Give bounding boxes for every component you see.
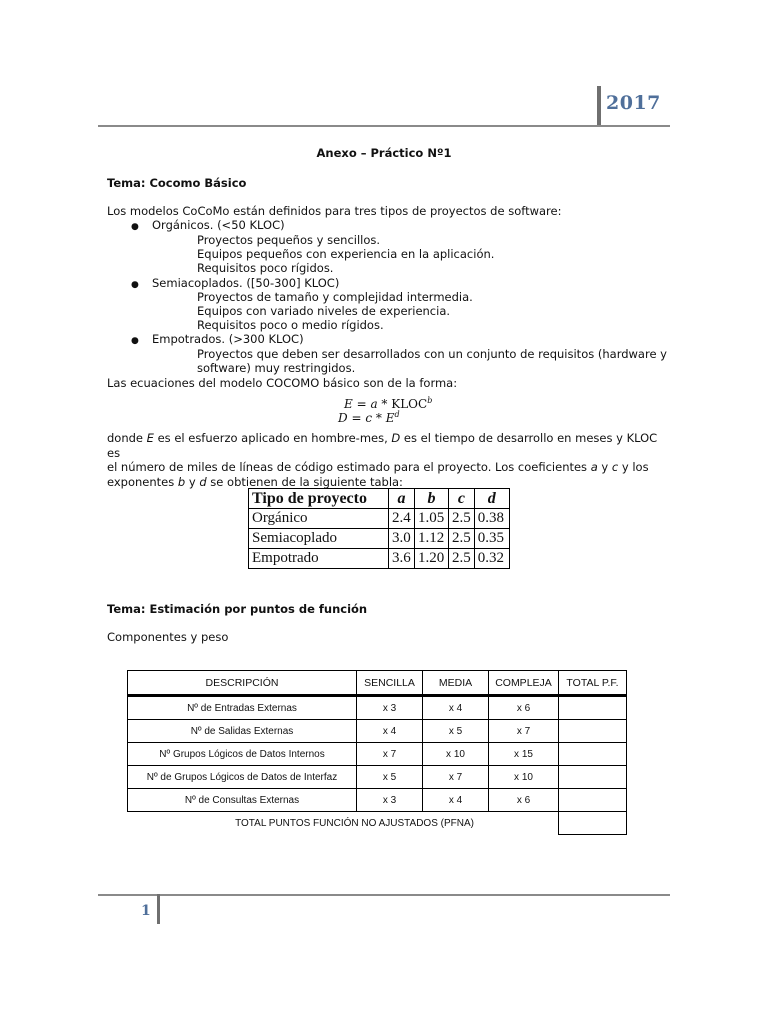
cocomo-coefficients-table (248, 488, 510, 569)
type-detail: Equipos con variado niveles de experiencia. (197, 304, 451, 318)
table-row (128, 720, 627, 743)
table-cell: 2.5 (449, 549, 475, 569)
table-total-row (128, 812, 627, 835)
table-cell: Nº de Consultas Externas (128, 789, 357, 812)
table-cell: x 10 (423, 743, 489, 766)
table-cell: x 7 (357, 743, 423, 766)
table-cell (559, 696, 627, 720)
table-cell (559, 789, 627, 812)
table-cell: 0.32 (474, 549, 509, 569)
table-cell: Semiacoplado (249, 529, 389, 549)
table-cell: x 6 (489, 789, 559, 812)
equation-duration: $D = c * E^d$ (338, 410, 400, 425)
bullet: ● (131, 280, 139, 290)
type-empotrado-label: Empotrados. (>300 KLOC) (152, 332, 304, 346)
table-row (249, 529, 510, 549)
bullet: ● (131, 336, 139, 346)
table-cell: 2.4 (389, 509, 415, 529)
table-cell: 2.5 (449, 529, 475, 549)
header-cell: Tipo de proyecto (249, 489, 389, 509)
header-cell: c (449, 489, 475, 509)
page-title: Anexo – Práctico Nº1 (316, 146, 452, 160)
table-cell: Nº Grupos Lógicos de Datos Internos (128, 743, 357, 766)
total-cell (559, 812, 627, 835)
table-row (249, 509, 510, 529)
table-row (249, 549, 510, 569)
table-cell: x 15 (489, 743, 559, 766)
table-cell (559, 720, 627, 743)
table-cell: 1.05 (415, 509, 449, 529)
table-row (128, 789, 627, 812)
section1-intro: Los modelos CoCoMo están definidos para tres tipos de proyectos de software: (107, 204, 562, 218)
header-cell: a (389, 489, 415, 509)
section2-subheading: Componentes y peso (107, 630, 229, 644)
table-row (128, 696, 627, 720)
bullet: ● (131, 222, 139, 232)
table-cell: 1.12 (415, 529, 449, 549)
type-detail: Requisitos poco rígidos. (197, 261, 334, 275)
table-cell: Nº de Entradas Externas (128, 696, 357, 720)
table-row (128, 766, 627, 789)
footer-rule (98, 894, 670, 896)
table-cell: Nº de Grupos Lógicos de Datos de Interfaz (128, 766, 357, 789)
table-cell: x 3 (357, 789, 423, 812)
table-cell (559, 743, 627, 766)
table-cell: 2.5 (449, 509, 475, 529)
header-divider (597, 86, 601, 126)
table-cell (559, 766, 627, 789)
table-cell: 3.6 (389, 549, 415, 569)
total-label: TOTAL PUNTOS FUNCIÓN NO AJUSTADOS (PFNA) (235, 817, 474, 829)
type-detail: Equipos pequeños con experiencia en la aplicación. (197, 247, 495, 261)
table-cell: x 7 (423, 766, 489, 789)
header-cell: d (474, 489, 509, 509)
type-detail: Requisitos poco o medio rígidos. (197, 318, 384, 332)
header-cell: DESCRIPCIÓN (128, 671, 357, 696)
header-year: 2017 (606, 92, 661, 114)
equation-effort: E = a * KLOC$^b$ (344, 396, 433, 411)
type-detail: Proyectos pequeños y sencillos. (197, 233, 381, 247)
type-organico-label: Orgánicos. (<50 KLOC) (152, 218, 285, 232)
function-points-table (127, 670, 627, 835)
type-detail: software) muy restringidos. (197, 361, 356, 375)
table-cell: x 5 (423, 720, 489, 743)
table-cell: x 6 (489, 696, 559, 720)
table-cell: 1.20 (415, 549, 449, 569)
section2-heading: Tema: Estimación por puntos de función (107, 602, 368, 616)
table-cell: x 4 (423, 789, 489, 812)
table-cell: x 7 (489, 720, 559, 743)
table-cell: Orgánico (249, 509, 389, 529)
footer-divider (157, 894, 160, 924)
table-cell: x 4 (423, 696, 489, 720)
type-semiacoplado-label: Semiacoplados. ([50-300] KLOC) (152, 276, 340, 290)
header-cell: MEDIA (423, 671, 489, 696)
table-cell: 0.35 (474, 529, 509, 549)
table-cell: 3.0 (389, 529, 415, 549)
table-cell: x 10 (489, 766, 559, 789)
header-cell: SENCILLA (357, 671, 423, 696)
table-cell: 0.38 (474, 509, 509, 529)
table-cell: Empotrado (249, 549, 389, 569)
table-header-row (128, 671, 627, 696)
header-cell: b (415, 489, 449, 509)
table-cell: x 5 (357, 766, 423, 789)
table-header-row (249, 489, 510, 509)
type-detail: Proyectos de tamaño y complejidad intermedia. (197, 290, 473, 304)
equations-explanation: donde E es el esfuerzo aplicado en hombre-mes, D es el tiempo de desarrollo en meses y KLOC es el número de miles de líneas de código estimado para el proyecto. Los coeficientes a y c y los exponentes b y d se obtienen de la siguiente tabla: (107, 431, 658, 489)
table-cell: x 4 (357, 720, 423, 743)
table-cell: Nº de Salidas Externas (128, 720, 357, 743)
page-number: 1 (141, 903, 151, 919)
equations-intro: Las ecuaciones del modelo COCOMO básico son de la forma: (107, 376, 458, 390)
table-cell: x 3 (357, 696, 423, 720)
header-cell: TOTAL P.F. (559, 671, 627, 696)
section1-heading: Tema: Cocomo Básico (107, 176, 247, 190)
type-detail: Proyectos que deben ser desarrollados con un conjunto de requisitos (hardware y (197, 347, 667, 361)
header-rule (98, 125, 670, 127)
table-row (128, 743, 627, 766)
header-cell: COMPLEJA (489, 671, 559, 696)
